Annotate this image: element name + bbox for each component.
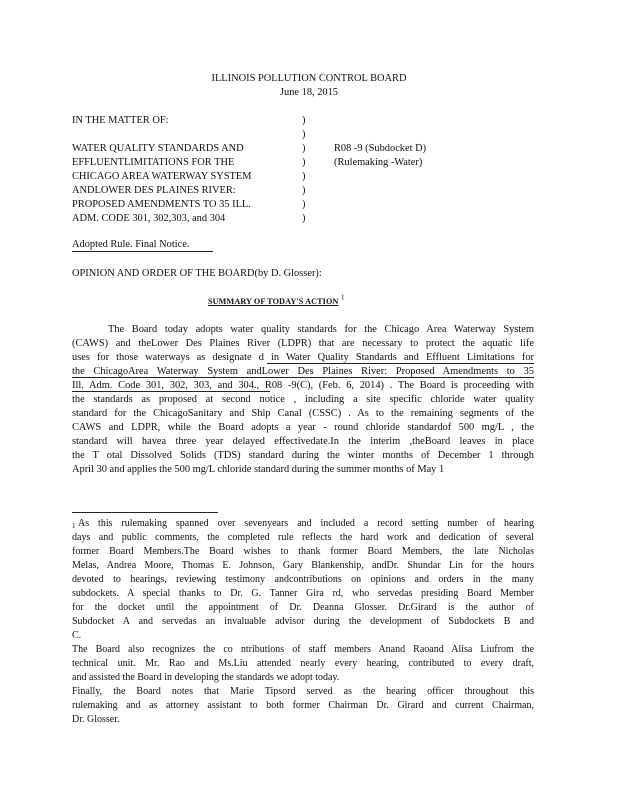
footnote-line: As this rulemaking spanned over sevenyears and included a record setting number of hearing (78, 518, 534, 529)
docket-type: (Rulemaking -Water) (334, 157, 423, 168)
caption-paren: ) (302, 213, 306, 224)
caption-paren: ) (302, 115, 306, 126)
body-line: uses for those waterways as designate d in Water Quality Standards and Effluent Limitations for (72, 352, 534, 363)
footnote-line: for the docket until the appointment of Dr. Deanna Glosser. Dr.Girard is the author of (72, 602, 534, 613)
body-line: (CAWS) and theLower Des Plaines River (LDPR) that are necessary to protect the aquatic life (72, 338, 534, 349)
summary-heading-text: SUMMARY OF TODAY'S ACTION (208, 297, 339, 306)
opinion-heading: OPINION AND ORDER OF THE BOARD(by D. Glosser): (72, 268, 322, 279)
caption-paren: ) (302, 143, 306, 154)
docket-number: R08 -9 (Subdocket D) (334, 143, 427, 154)
body-line: CAWS and LDPR, while the Board adopts a year - round chloride standardof 500 mg/L , the (72, 422, 534, 433)
caption-line: CHICAGO AREA WATERWAY SYSTEM (72, 171, 252, 182)
footnote-line: days and public comments, the completed rule reflects the hard work and dedication of several (72, 532, 534, 543)
body-line: standard will havea three year delayed effectivedate.In the interim ,theBoard leaves in place (72, 436, 534, 447)
body-line: standard for the ChicagoSanitary and Ship Canal (CSSC) . As to the remaining segments of the (72, 408, 534, 419)
footnote-reference: 1 (341, 293, 345, 302)
caption-paren: ) (302, 129, 306, 140)
document-date: June 18, 2015 (279, 87, 338, 98)
adopted-rule-underline (72, 251, 213, 252)
body-line: Ill. Adm. Code 301, 302, 303, and 304., R08 -9(C), (Feb. 6, 2014) . The Board is proceeding with (72, 380, 534, 391)
adopted-rule-line: Adopted Rule. Final Notice. (72, 239, 190, 250)
citation-underline (267, 363, 534, 364)
body-line: the standards as proposed at second notice , including a site specific chloride water quality (72, 394, 534, 405)
body-line: the ChicagoArea Waterway System andLower Des Plaines River: Proposed Amendments to 35 (72, 366, 534, 377)
caption-line: EFFLUENTLIMITATIONS FOR THE (72, 157, 235, 168)
footnote-line: Subdocket A and servedas an invaluable advisor during the development of Subdockets B and (72, 616, 534, 627)
footnote-line: former Board Members.The Board wishes to thank former Board Members, the late Nicholas (72, 546, 534, 557)
footnote-line: Dr. Glosser. (72, 714, 120, 725)
caption-paren: ) (302, 199, 306, 210)
caption-paren: ) (302, 171, 306, 182)
footnote-line: Finally, the Board notes that Marie Tipsord served as the hearing officer throughout this (72, 686, 534, 697)
footnote-line: devoted to hearings, reviewing testimony andcontributions on opinions and orders in the many (72, 574, 534, 585)
board-title: ILLINOIS POLLUTION CONTROL BOARD (211, 73, 407, 84)
caption-line: ANDLOWER DES PLAINES RIVER: (72, 185, 236, 196)
footnote-line: Melas, Andrea Moore, Thomas E. Johnson, Gary Blankenship, andDr. Shundar Lin for the hours (72, 560, 534, 571)
caption-paren: ) (302, 157, 306, 168)
body-line: the T otal Dissolved Solids (TDS) standard during the winter months of December 1 through (72, 450, 534, 461)
caption-line: WATER QUALITY STANDARDS AND (72, 143, 244, 154)
footnote-mark: 1 (72, 522, 76, 530)
body-line: April 30 and applies the 500 mg/L chloride standard during the summer months of May 1 (72, 464, 445, 475)
summary-heading (208, 295, 345, 309)
caption-line: IN THE MATTER OF: (72, 115, 169, 126)
footnote-line: C. (72, 630, 82, 641)
citation-underline (72, 391, 270, 392)
footnote-separator (72, 512, 218, 513)
caption-line: ADM. CODE 301, 302,303, and 304 (72, 213, 226, 224)
caption-paren: ) (302, 185, 306, 196)
footnote-line: subdockets. A special thanks to Dr. G. Tanner Gira rd, who servedas presiding Board Member (72, 588, 534, 599)
caption-line: PROPOSED AMENDMENTS TO 35 ILL. (72, 199, 251, 210)
footnote-line: rulemaking and as attorney assistant to both former Chairman Dr. Girard and current Chairman, (72, 700, 534, 711)
footnote-line: The Board also recognizes the co ntributions of staff members Anand Raoand Alisa Liufrom the (72, 644, 534, 655)
footnote-line: and assisted the Board in developing the standards we adopt today. (72, 672, 340, 683)
footnote-line: technical unit. Mr. Rao and Ms.Liu attended nearly every hearing, contributed to every draft, (72, 658, 534, 669)
body-line: The Board today adopts water quality standards for the Chicago Area Waterway System (108, 324, 534, 335)
citation-underline (72, 377, 534, 378)
